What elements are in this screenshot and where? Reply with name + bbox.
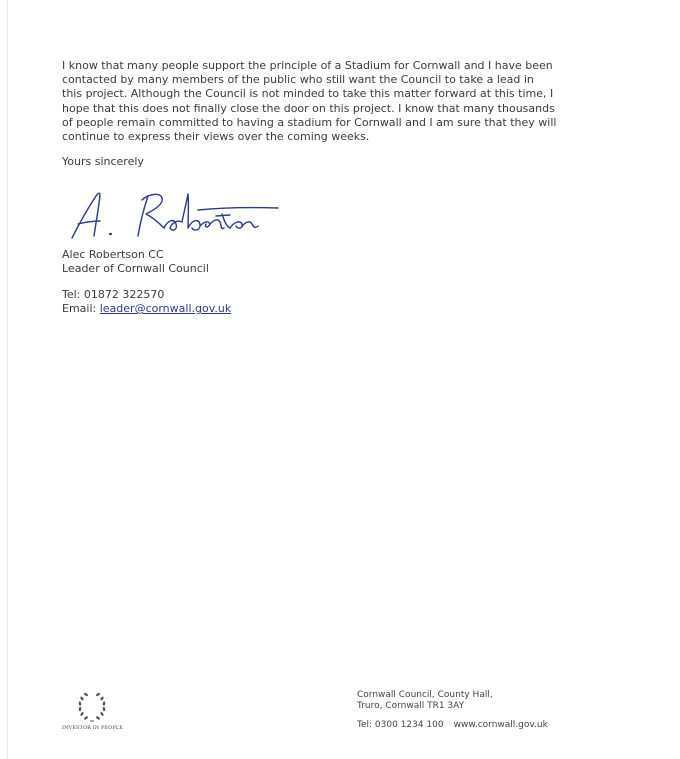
email-label: Email:	[62, 302, 97, 316]
investor-in-people-label: INVESTOR IN PEOPLE	[62, 725, 124, 731]
signer-name: Alec Robertson CC	[62, 248, 164, 261]
email-line	[62, 302, 231, 316]
telephone-line	[62, 288, 231, 302]
laurel-wreath-icon	[74, 688, 110, 724]
closing-salutation: Yours sincerely	[62, 155, 144, 169]
telephone-number: 01872 322570	[83, 288, 165, 301]
email-link[interactable]: leader@cornwall.gov.uk	[99, 302, 232, 316]
footer-address-line-2: Truro, Cornwall TR1 3AY	[357, 701, 465, 712]
footer-address	[357, 690, 493, 712]
signer-role: Leader of Cornwall Council	[62, 262, 209, 276]
footer-telephone: Tel: 0300 1234 100	[357, 720, 444, 730]
body-paragraph: I know that many people support the principle of a Stadium for Cornwall and I have been contacted by many members of the public who still want the Council to take a lead in this project. Although the Council is not minded to take this matter forward at this time, I hope that this does not finally close the door on this project. I know that many thousands of people remain committed to having a stadium for Cornwall and I am sure that they will continue to express their views over the coming weeks.	[62, 59, 557, 144]
footer-website-link[interactable]: www.cornwall.gov.uk	[453, 720, 548, 730]
signer-block	[62, 248, 209, 276]
handwritten-signature	[68, 186, 283, 242]
footer-contact	[357, 720, 548, 731]
contact-block	[62, 288, 231, 316]
letter-body	[62, 59, 662, 169]
telephone-label: Tel:	[62, 288, 81, 301]
footer-address-line-1: Cornwall Council, County Hall,	[357, 690, 493, 700]
page-edge-rule	[7, 0, 8, 759]
